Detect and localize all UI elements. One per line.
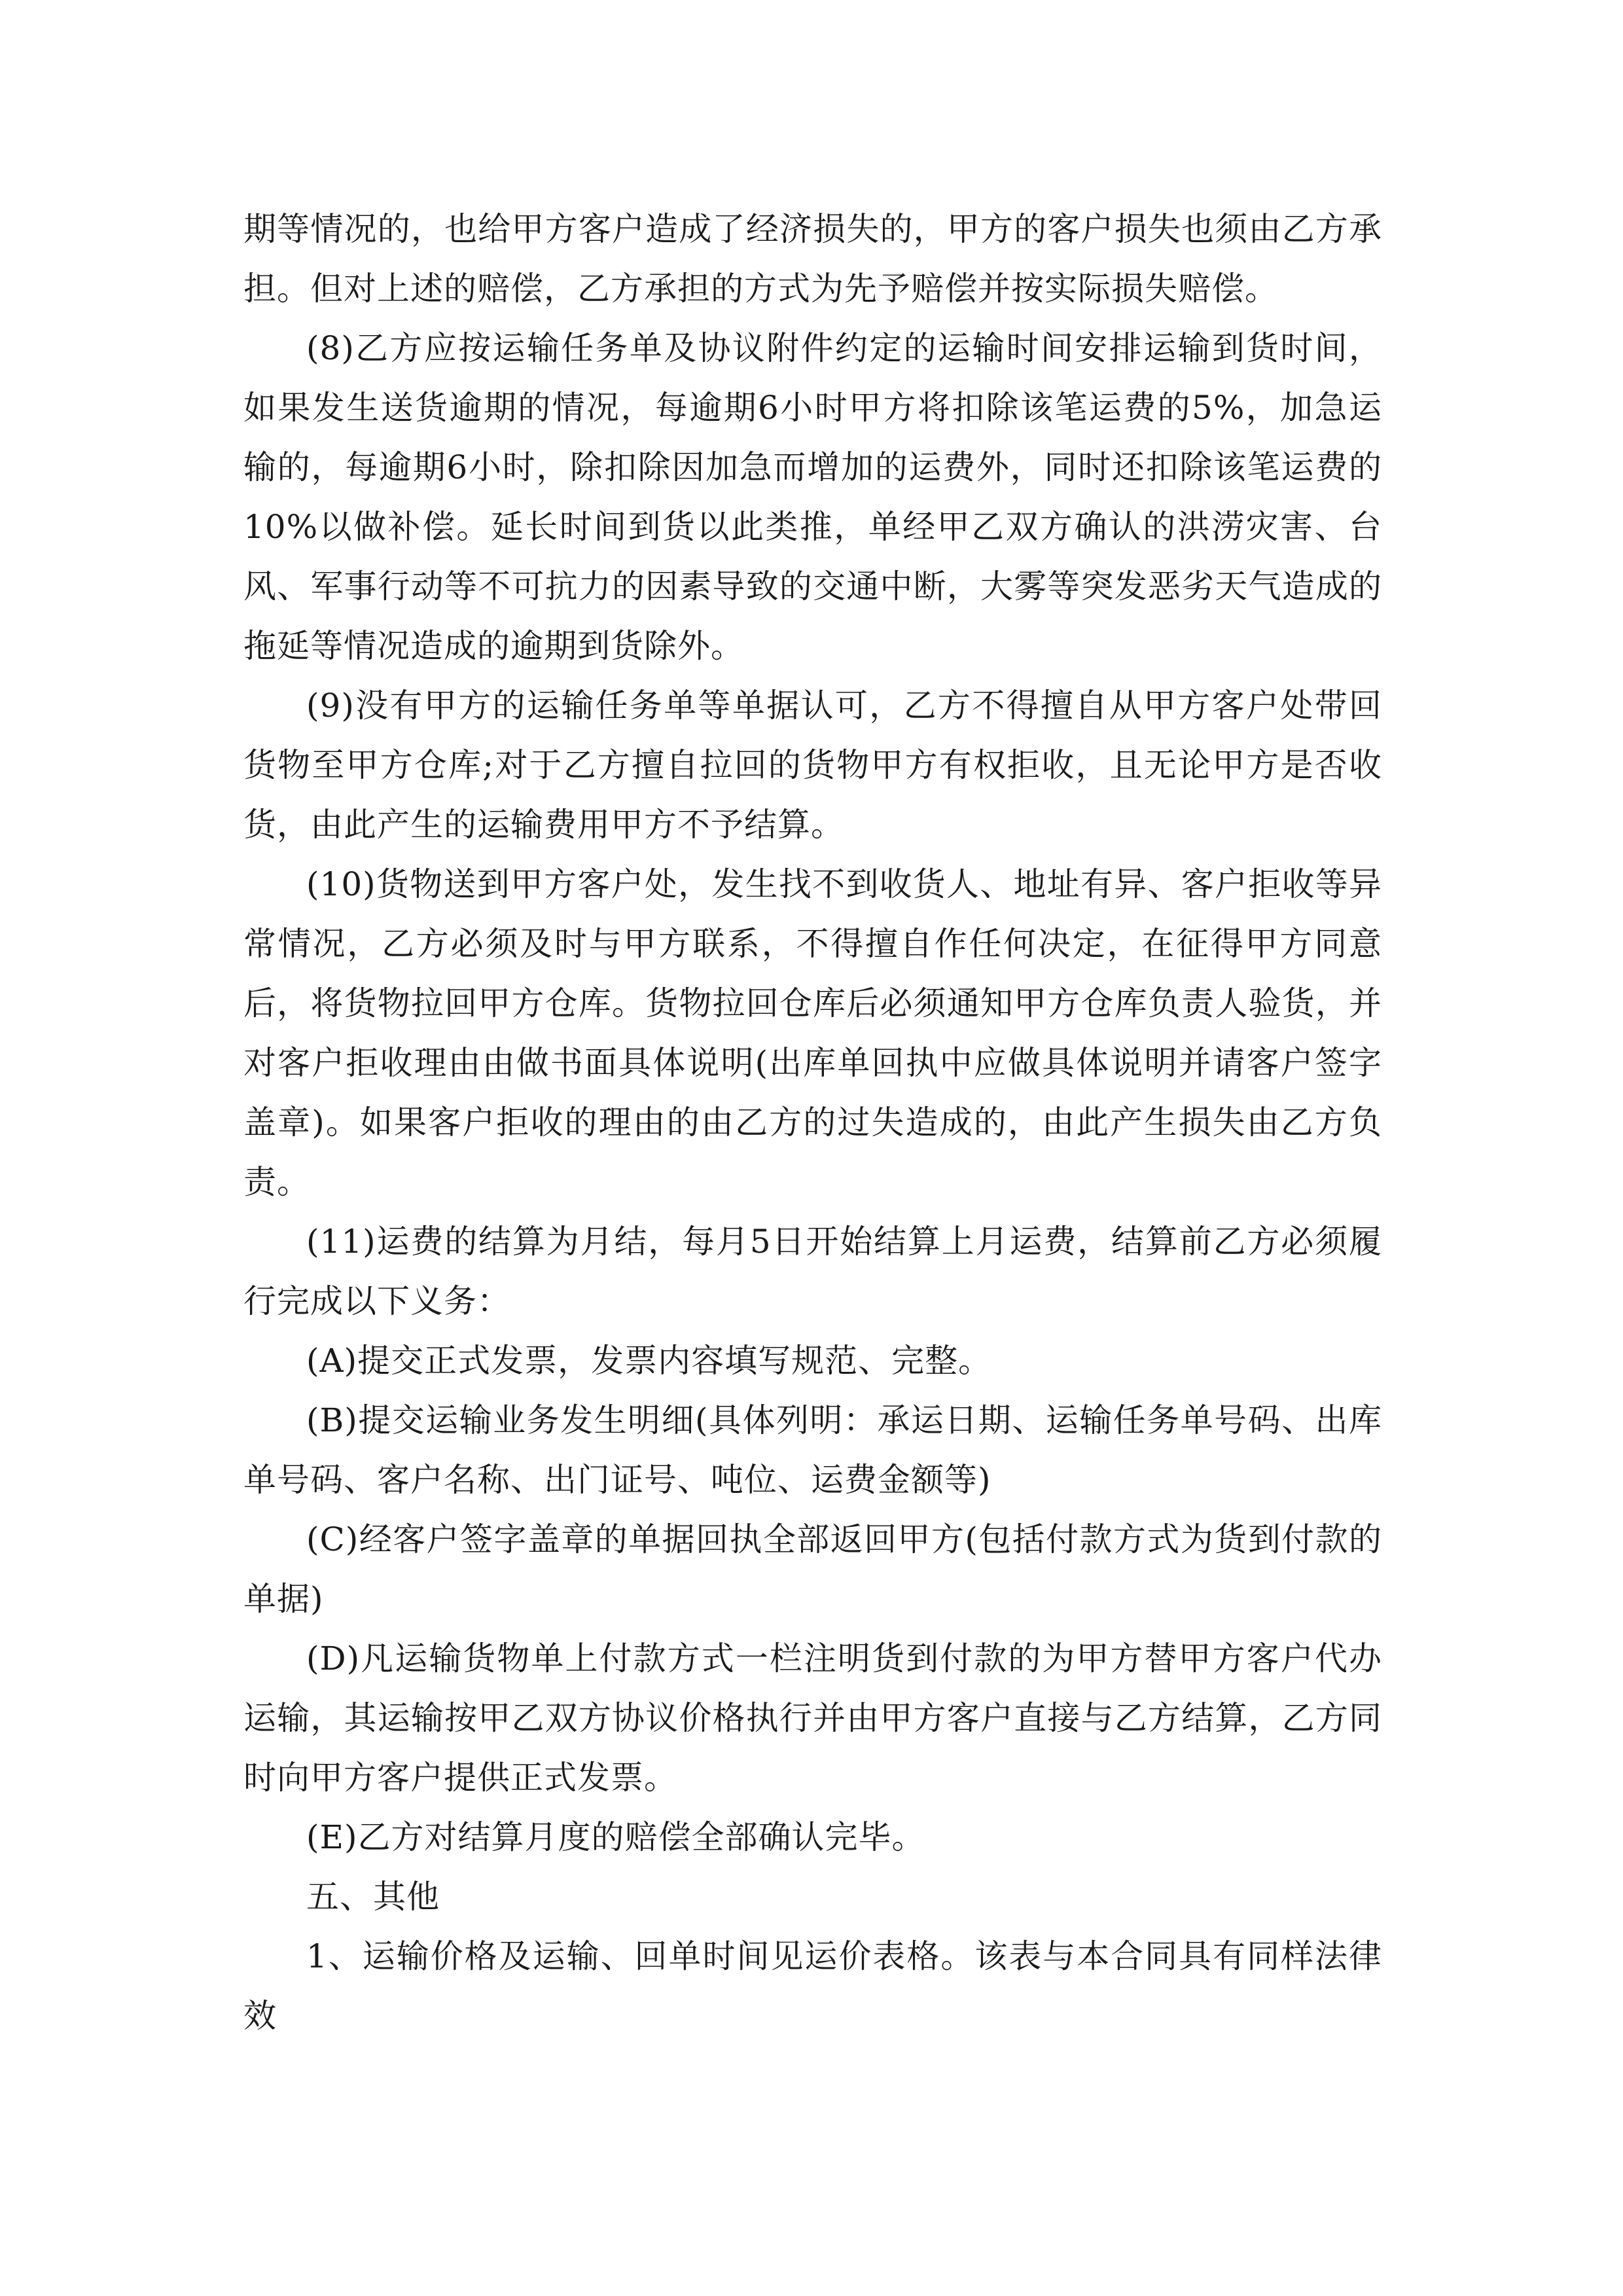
paragraph-clause-9-unauthorized-return: (9)没有甲方的运输任务单等单据认可，乙方不得擅自从甲方客户处带回货物至甲方仓库;对于乙方擅自拉回的货物甲方有权拒收，且无论甲方是否收货，由此产生的运输费用甲方不予结算。 (243, 687, 1382, 844)
paragraph-item-d-cod: (D)凡运输货物单上付款方式一栏注明货到付款的为甲方替甲方客户代办运输，其运输按甲乙双方协议价格执行并由甲方客户直接与乙方结算，乙方同时向甲方客户提供正式发票。 (243, 1640, 1382, 1797)
contract-body (243, 200, 1382, 2046)
paragraph-item-b-details: (B)提交运输业务发生明细(具体列明：承运日期、运输任务单号码、出库单号码、客户名称、出门证号、吨位、运费金额等) (243, 1401, 1382, 1499)
paragraph-damage-compensation: 期等情况的，也给甲方客户造成了经济损失的，甲方的客户损失也须由乙方承担。但对上述的赔偿，乙方承担的方式为先予赔偿并按实际损失赔偿。 (243, 210, 1382, 308)
paragraph-clause-8-delivery-delay: (8)乙方应按运输任务单及协议附件约定的运输时间安排运输到货时间，如果发生送货逾期的情况，每逾期6小时甲方将扣除该笔运费的5%，加急运输的，每逾期6小时，除扣除因加急而增加的运费外，同时还扣除该笔运费的10%以做补偿。延长时间到货以此类推，单经甲乙双方确认的洪涝灾害、台风、军事行动等不可抗力的因素导致的交通中断，大雾等突发恶劣天气造成的拖延等情况造成的逾期到货除外。 (243, 329, 1382, 665)
paragraph-clause-11-settlement: (11)运费的结算为月结，每月5日开始结算上月运费，结算前乙方必须履行完成以下义务： (243, 1223, 1382, 1320)
paragraph-item-c-receipts: (C)经客户签字盖章的单据回执全部返回甲方(包括付款方式为货到付款的单据) (243, 1520, 1382, 1618)
section-heading-other: 五、其他 (306, 1878, 440, 1916)
paragraph-other-item-1: 1、运输价格及运输、回单时间见运价表格。该表与本合同具有同样法律效 (243, 1937, 1382, 2035)
paragraph-item-e-compensation: (E)乙方对结算月度的赔偿全部确认完毕。 (306, 1818, 925, 1856)
paragraph-item-a-invoice: (A)提交正式发票，发票内容填写规范、完整。 (306, 1342, 992, 1380)
paragraph-clause-10-delivery-exception: (10)货物送到甲方客户处，发生找不到收货人、地址有异、客户拒收等异常情况，乙方必须及时与甲方联系，不得擅自作任何决定，在征得甲方同意后，将货物拉回甲方仓库。货物拉回仓库后必须通知甲方仓库负责人验货，并对客户拒收理由由做书面具体说明(出库单回执中应做具体说明并请客户签字盖章)。如果客户拒收的理由的由乙方的过失造成的，由此产生损失由乙方负责。 (243, 865, 1382, 1201)
